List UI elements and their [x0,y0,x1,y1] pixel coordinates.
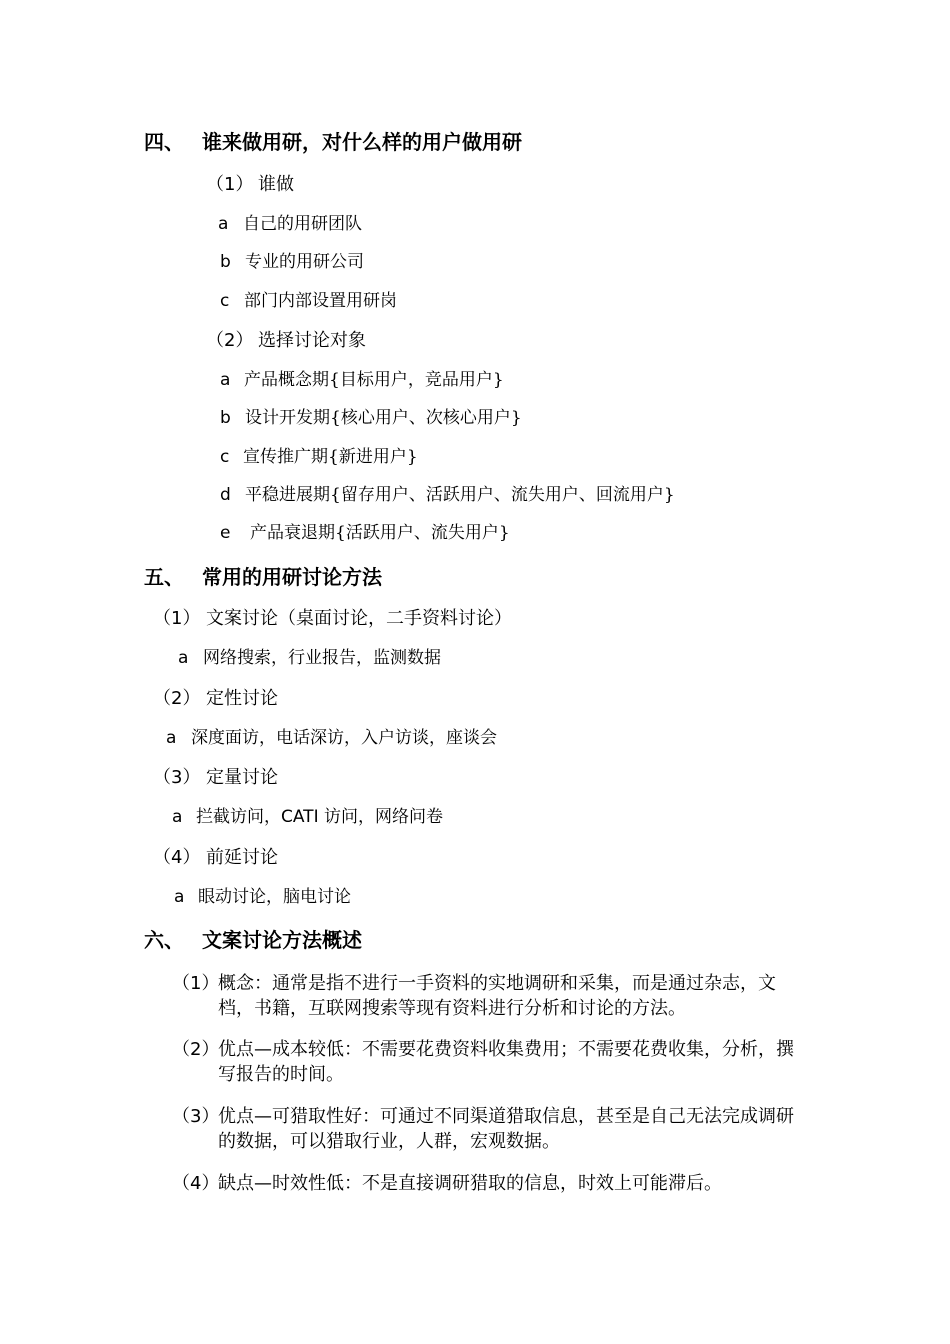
item-marker: a [178,648,189,668]
point-text: 概念：通常是指不进行一手资料的实地调研和采集，而是通过杂志，文档，书籍，互联网搜索等现有资料进行分析和讨论的方法。 [218,973,776,1019]
s5-group-4-heading [153,846,278,870]
list-item [220,250,364,274]
s5-group-2-heading [153,687,278,711]
item-marker: a [220,370,231,390]
section-6-heading [144,928,362,952]
section-5-number: 五、 [144,565,184,589]
point-text: 优点—成本较低：不需要花费资料收集费用；不需要花费收集，分析，撰写报告的时间。 [218,1039,794,1085]
s5-group-3-number: （3） [153,767,201,788]
item-text: 产品概念期{目标用户，竞品用户} [244,370,504,390]
point-text: 缺点—时效性低：不是直接调研猎取的信息，时效上可能滞后。 [218,1173,722,1194]
list-item [218,212,362,236]
list-item [220,406,522,430]
list-item [166,726,497,750]
list-item [220,483,675,507]
s5-group-4-label: 前延讨论 [206,847,278,868]
point-number: （3） [172,1106,220,1127]
item-text: 访问，网络问卷 [318,807,443,827]
item-marker: a [166,728,177,748]
item-marker: e [220,523,231,543]
s5-group-3-label: 定量讨论 [206,767,278,788]
list-item [220,521,510,545]
s4-group-1-number: （1） [206,174,254,195]
item-text: 专业的用研公司 [245,252,364,272]
s4-group-2-label: 选择讨论对象 [258,330,366,351]
item-text: 宣传推广期{新进用户} [243,447,418,467]
item-text: 眼动讨论，脑电讨论 [198,887,351,907]
section-5-title: 常用的用研讨论方法 [202,565,382,589]
item-marker: a [218,214,229,234]
s5-group-1-label: 文案讨论（桌面讨论，二手资料讨论） [206,608,512,629]
point-number: （4） [172,1173,220,1194]
item-text-latin: CATI [281,807,319,827]
s5-group-4-number: （4） [153,847,201,868]
section-4-title: 谁来做用研，对什么样的用户做用研 [202,130,522,154]
s4-group-1-label: 谁做 [258,174,294,195]
item-text: 部门内部设置用研岗 [244,291,397,311]
point-number: （1） [172,973,220,994]
section-4-number: 四、 [144,130,184,154]
s5-group-3-heading [153,766,278,790]
item-marker: a [172,807,183,827]
s5-group-1-heading [153,607,512,631]
item-marker: a [174,887,185,907]
s5-group-1-number: （1） [153,608,201,629]
list-item [178,646,441,670]
point-text: 优点—可猎取性好：可通过不同渠道猎取信息，甚至是自己无法完成调研的数据，可以猎取行业，人群，宏观数据。 [218,1106,794,1152]
list-item [174,885,351,909]
item-marker: b [220,252,231,272]
item-text: 产品衰退期{活跃用户、流失用户} [250,523,510,543]
item-marker: b [220,408,231,428]
item-marker: c [220,447,230,467]
item-text: 平稳进展期{留存用户、活跃用户、流失用户、回流用户} [245,485,675,505]
s4-group-1-heading [206,173,294,197]
s5-group-2-number: （2） [153,688,201,709]
list-item [220,289,397,313]
list-item [172,805,443,829]
item-text: 深度面访，电话深访，入户访谈，座谈会 [191,728,497,748]
list-item [220,445,418,469]
section-6-title: 文案讨论方法概述 [202,928,362,952]
point-number: （2） [172,1039,220,1060]
item-text: 拦截访问， [196,807,281,827]
s5-group-2-label: 定性讨论 [206,688,278,709]
item-marker: c [220,291,230,311]
s4-group-2-heading [206,329,366,353]
section-4-heading [144,130,522,154]
section-6-number: 六、 [144,928,184,952]
section-5-heading [144,565,382,589]
item-text: 设计开发期{核心用户、次核心用户} [245,408,522,428]
s4-group-2-number: （2） [206,330,254,351]
item-marker: d [220,485,231,505]
list-item [220,368,504,392]
item-text: 网络搜索，行业报告，监测数据 [203,648,441,668]
item-text: 自己的用研团队 [243,214,362,234]
